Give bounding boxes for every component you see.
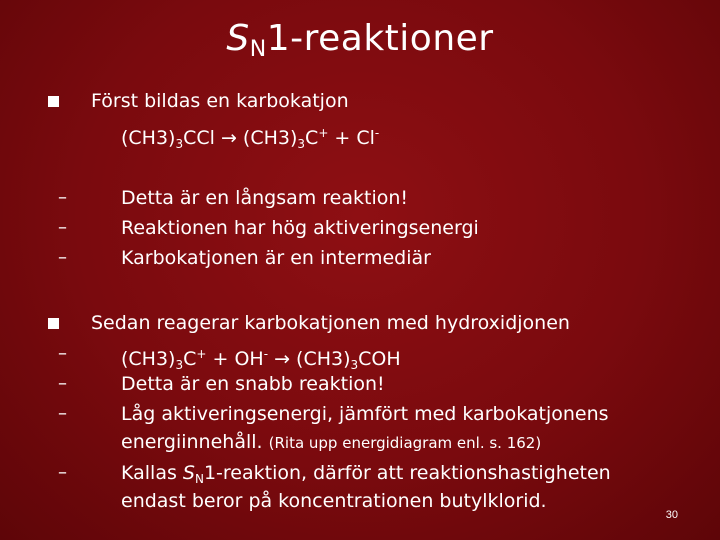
dash-icon: – <box>58 462 67 483</box>
list-item-continuation <box>121 431 541 454</box>
eq1-part-c: C <box>305 127 319 149</box>
eq1-part-b: CCl → (CH3) <box>183 127 298 149</box>
dash-icon: – <box>58 217 67 238</box>
eq1-sup-c: + <box>318 126 329 140</box>
list-item: Detta är en långsam reaktion! <box>121 187 409 209</box>
title-s: S <box>226 18 250 59</box>
square-bullet-icon <box>48 96 59 107</box>
bullet-text-1: Först bildas en karbokatjon <box>91 90 349 112</box>
page-number: 30 <box>665 509 678 521</box>
eq1-part-a: (CH3) <box>121 127 176 149</box>
equation-2 <box>121 343 401 376</box>
dash-icon: – <box>58 343 67 364</box>
list-item-continuation: endast beror på koncentrationen butylklorid. <box>121 490 547 512</box>
item4-sub: N <box>194 472 204 486</box>
dash-icon: – <box>58 247 67 268</box>
eq2-sub-d: 3 <box>350 358 359 372</box>
item4-s: S <box>182 462 195 484</box>
dash-icon: – <box>58 373 67 394</box>
eq2-part-e: COH <box>358 348 401 370</box>
eq1-part-d: + Cl <box>328 127 375 149</box>
energy-content-text: energiinnehåll. <box>121 431 263 453</box>
eq1-sup-d: - <box>374 126 380 140</box>
dash-icon: – <box>58 403 67 424</box>
eq2-sub-a: 3 <box>175 358 184 372</box>
item4-post: 1-reaktion, därför att reaktionshastigheten <box>203 462 611 484</box>
item4-pre: Kallas <box>121 462 183 484</box>
page-title <box>0 18 720 62</box>
list-item: Låg aktiveringsenergi, jämfört med karbokatjonens <box>121 403 609 425</box>
list-item: Reaktionen har hög aktiveringsenergi <box>121 217 479 239</box>
eq2-sup-c: - <box>263 347 269 361</box>
eq2-part-b: C <box>183 348 197 370</box>
eq2-sup-b: + <box>196 347 207 361</box>
eq2-part-a: (CH3) <box>121 348 176 370</box>
square-bullet-icon <box>48 318 59 329</box>
eq1-sub-a: 3 <box>175 137 184 151</box>
bullet-text-2: Sedan reagerar karbokatjonen med hydroxidjonen <box>91 312 570 334</box>
title-subscript: N <box>249 37 267 62</box>
eq2-part-d: → (CH3) <box>268 348 351 370</box>
list-item: Karbokatjonen är en intermediär <box>121 247 431 269</box>
diagram-note: (Rita upp energidiagram enl. s. 162) <box>268 434 542 452</box>
equation-1 <box>121 122 379 155</box>
list-item: Detta är en snabb reaktion! <box>121 373 385 395</box>
eq2-part-c: + OH <box>206 348 264 370</box>
list-item <box>121 462 611 490</box>
title-rest: 1-reaktioner <box>266 18 494 59</box>
dash-icon: – <box>58 187 67 208</box>
eq1-sub-b: 3 <box>297 137 306 151</box>
